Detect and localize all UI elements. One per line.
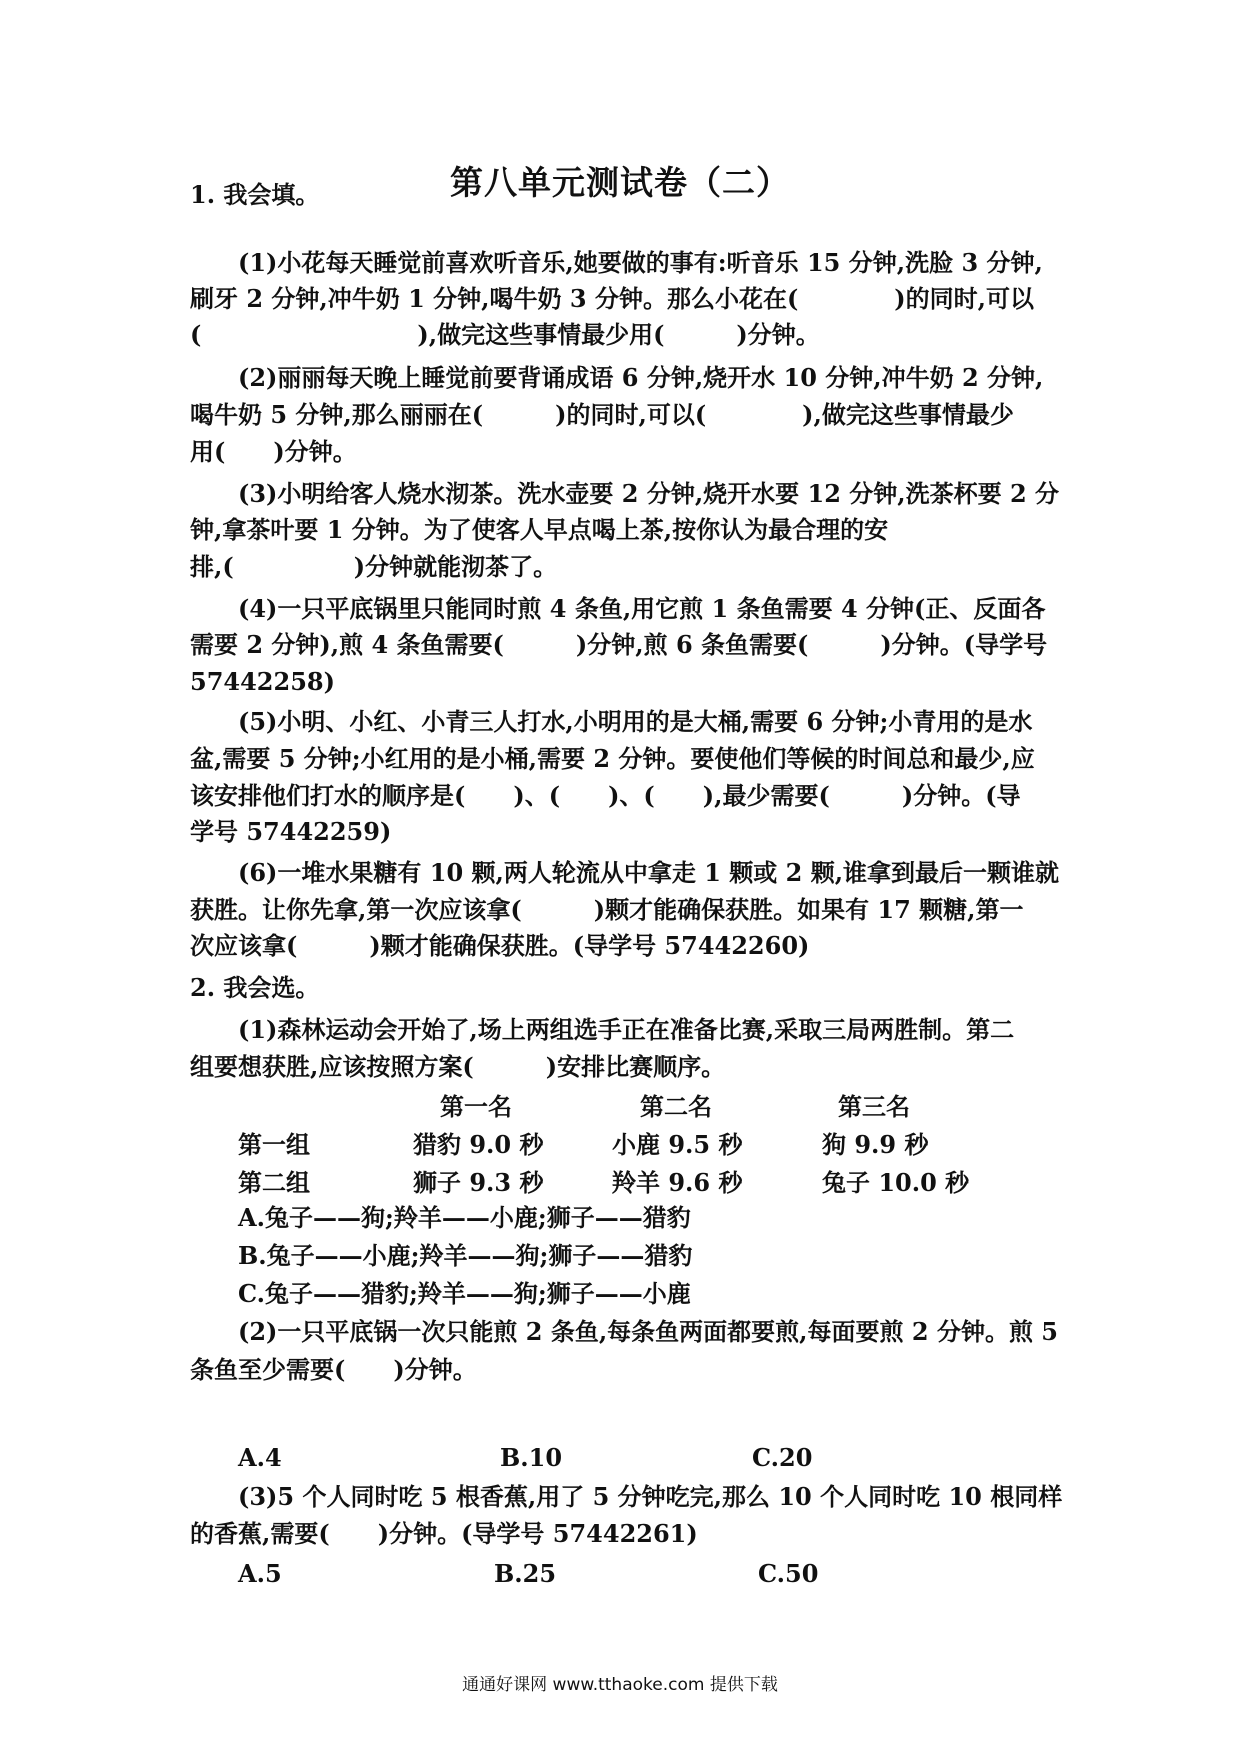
q1-2-line-3: 用( )分钟。 [190, 437, 357, 466]
q1-3-line-1: (3)小明给客人烧水沏茶。洗水壶要 2 分钟,烧开水要 12 分钟,洗茶杯要 2 分 [238, 479, 1060, 508]
q1-4-line-1: (4)一只平底锅里只能同时煎 4 条鱼,用它煎 1 条鱼需要 4 分钟(正、反面各 [238, 594, 1046, 623]
q2-3-option-a: A.5 [238, 1559, 282, 1588]
table-header-first: 第一名 [440, 1092, 512, 1121]
page-title: 第八单元测试卷（二） [450, 163, 790, 202]
option-a: A.兔子——狗;羚羊——小鹿;狮子——猎豹 [238, 1203, 691, 1232]
table-cell: 狗 9.9 秒 [822, 1130, 929, 1159]
q2-3-option-b: B.25 [494, 1559, 557, 1588]
option-b: B.兔子——小鹿;羚羊——狗;狮子——猎豹 [238, 1241, 693, 1270]
q1-6-line-1: (6)一堆水果糖有 10 颗,两人轮流从中拿走 1 颗或 2 颗,谁拿到最后一颗谁就 [238, 858, 1060, 887]
table-cell: 猎豹 9.0 秒 [413, 1130, 544, 1159]
q1-2-line-1: (2)丽丽每天晚上睡觉前要背诵成语 6 分钟,烧开水 10 分钟,冲牛奶 2 分钟, [238, 363, 1044, 392]
q1-1-line-2: 刷牙 2 分钟,冲牛奶 1 分钟,喝牛奶 3 分钟。那么小花在( )的同时,可以 [190, 284, 1035, 313]
q1-3-line-2: 钟,拿茶叶要 1 分钟。为了使客人早点喝上茶,按你认为最合理的安 [190, 515, 889, 544]
q2-2-line-1: (2)一只平底锅一次只能煎 2 条鱼,每条鱼两面都要煎,每面要煎 2 分钟。煎 5 [238, 1317, 1058, 1346]
q2-3-line-2: 的香蕉,需要( )分钟。(导学号 57442261) [190, 1519, 698, 1548]
q2-2-option-a: A.4 [238, 1443, 282, 1472]
q1-2-line-2: 喝牛奶 5 分钟,那么丽丽在( )的同时,可以( ),做完这些事情最少 [190, 400, 1014, 429]
table-header-third: 第三名 [838, 1092, 910, 1121]
table-row-group: 第一组 [238, 1130, 310, 1159]
table-cell: 羚羊 9.6 秒 [612, 1168, 743, 1197]
table-row-group: 第二组 [238, 1168, 310, 1197]
q2-2-line-2: 条鱼至少需要( )分钟。 [190, 1355, 477, 1384]
q2-1-line-1: (1)森林运动会开始了,场上两组选手正在准备比赛,采取三局两胜制。第二 [238, 1015, 1015, 1044]
option-c: C.兔子——猎豹;羚羊——狗;狮子——小鹿 [238, 1279, 691, 1308]
q1-4-line-2: 需要 2 分钟),煎 4 条鱼需要( )分钟,煎 6 条鱼需要( )分钟。(导学号 [190, 630, 1048, 659]
q2-1-line-2: 组要想获胜,应该按照方案( )安排比赛顺序。 [190, 1052, 726, 1081]
q2-3-option-c: C.50 [758, 1559, 819, 1588]
q1-4-line-3: 57442258) [190, 667, 335, 696]
q1-1-line-3: ( ),做完这些事情最少用( )分钟。 [190, 320, 820, 349]
q2-2-option-c: C.20 [752, 1443, 813, 1472]
section-2-heading: 2. 我会选。 [190, 973, 320, 1002]
table-cell: 兔子 10.0 秒 [822, 1168, 970, 1197]
q1-5-line-1: (5)小明、小红、小青三人打水,小明用的是大桶,需要 6 分钟;小青用的是水 [238, 707, 1033, 736]
q2-2-option-b: B.10 [500, 1443, 563, 1472]
table-cell: 小鹿 9.5 秒 [612, 1130, 743, 1159]
q1-3-line-3: 排,( )分钟就能沏茶了。 [190, 552, 558, 581]
q1-6-line-3: 次应该拿( )颗才能确保获胜。(导学号 57442260) [190, 931, 810, 960]
q1-5-line-3: 该安排他们打水的顺序是( )、( )、( ),最少需要( )分钟。(导 [190, 781, 1021, 810]
q1-5-line-2: 盆,需要 5 分钟;小红用的是小桶,需要 2 分钟。要使他们等候的时间总和最少,应 [190, 744, 1035, 773]
footer-watermark: 通通好课网 www.tthaoke.com 提供下载 [462, 1675, 778, 1695]
section-1-heading: 1. 我会填。 [190, 180, 320, 209]
q2-3-line-1: (3)5 个人同时吃 5 根香蕉,用了 5 分钟吃完,那么 10 个人同时吃 10 根同样 [238, 1482, 1063, 1511]
q1-1-line-1: (1)小花每天睡觉前喜欢听音乐,她要做的事有:听音乐 15 分钟,洗脸 3 分钟, [238, 248, 1043, 277]
table-header-second: 第二名 [640, 1092, 712, 1121]
q1-5-line-4: 学号 57442259) [190, 817, 392, 846]
table-cell: 狮子 9.3 秒 [413, 1168, 544, 1197]
q1-6-line-2: 获胜。让你先拿,第一次应该拿( )颗才能确保获胜。如果有 17 颗糖,第一 [190, 895, 1024, 924]
